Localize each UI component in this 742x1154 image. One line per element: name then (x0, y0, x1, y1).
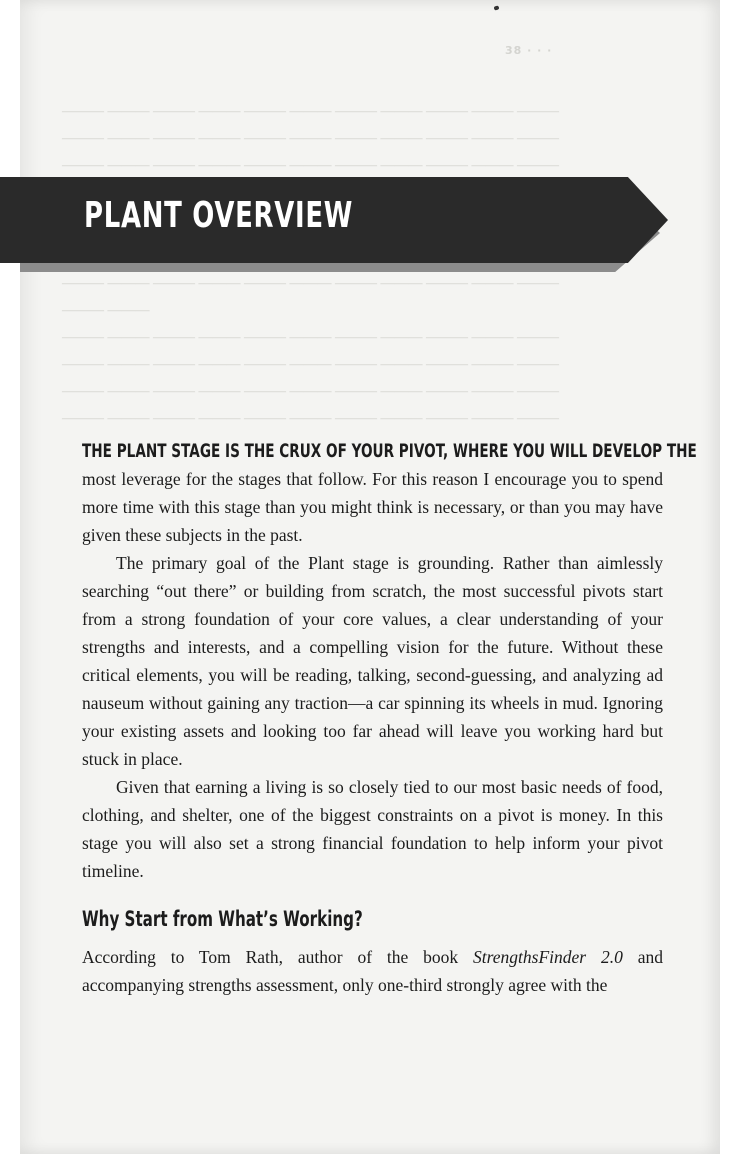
paragraph-2: The primary goal of the Plant stage is grounding. Rather than aimlessly searching “out there” or building from scratch, the most successful pivots start from a strong foundation of your core values, a clear understanding of your strengths and interests, and a compelling vision for the future. Without these critical elements, you will be reading, talking, second-guessing, and analyzing ad nauseum without gaining any traction—a car spinning its wheels in mud. Ignoring your existing assets and looking too far ahead will leave you working hard but stuck in place. (82, 553, 663, 769)
chapter-title: PLANT OVERVIEW (84, 195, 354, 236)
paragraph-4: According to Tom Rath, author of the book StrengthsFinder 2.0 and accompanying strengths assessment, only one-third strongly agree with the (82, 947, 663, 995)
bleed-through-text-mid: ——— ——— ——— ——— ——— ——— ——— ——— ——— ——— ——— ——— ——— ——— ——— ——— ——— ——— ——— ——— ——— ——— ——— ——— ——— ——— ——— ——— ——— ——— ——— ——— ——— ——— ——— ——— ——— ——— ——— ——— ——— ——— ——— ——— ——— ——— ——— ——— ——— ——— ——— ——— ——— ——— ——— ——— ——— (62, 276, 559, 426)
book-title: StrengthsFinder 2.0 (473, 947, 623, 967)
paragraph-1: most leverage for the stages that follow. For this reason I encourage you to spend more time with this stage than you might think is necessary, or than you may have given these subjects in the past. (82, 469, 663, 545)
bleed-through-running-head: 38 · · · (505, 44, 553, 57)
bleed-through-text-top: ——— ——— ——— ——— ——— ——— ——— ——— ——— ——— ——— ——— ——— ——— ——— ——— ——— ——— ——— ——— ——— ——— ——— ——— ——— ——— ——— ——— ——— ——— ——— ——— ——— (62, 104, 559, 173)
paragraph-3: Given that earning a living is so closely tied to our most basic needs of food, clothing, and shelter, one of the biggest constraints on a pivot is money. In this stage you will also set a strong financial foundation to help inform your pivot timeline. (82, 777, 663, 881)
section-heading (82, 885, 663, 943)
lead-in-text: THE PLANT STAGE IS THE CRUX OF YOUR PIVOT, WHERE YOU WILL DEVELOP THE (82, 440, 697, 462)
body-text (82, 437, 697, 999)
section-heading-text: Why Start from What’s Working? (82, 907, 363, 931)
lead-in-line (82, 437, 697, 465)
